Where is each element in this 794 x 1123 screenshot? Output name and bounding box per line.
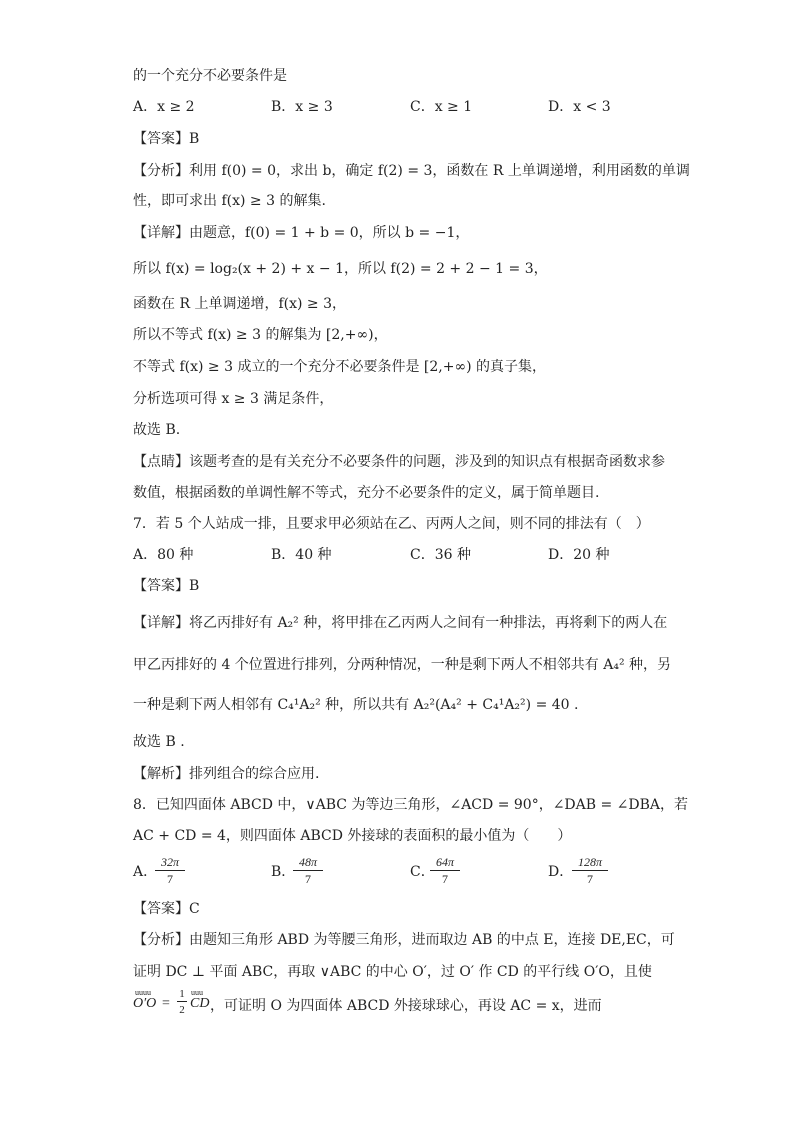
half-denominator: 2 [179, 1004, 185, 1016]
q8-option-b-fraction [293, 854, 323, 887]
q8-option-c-numerator: 64π [430, 854, 460, 871]
q8-analysis-line-1: 【分析】由题知三角形 ABD 为等腰三角形，进而取边 AB 的中点 E，连接 DE,EC，可 [133, 932, 675, 948]
q6-answer: 【答案】B [133, 131, 200, 147]
q7-detail-line-4: 故选 B . [133, 734, 185, 750]
q6-detail-line-7: 故选 B. [133, 422, 181, 438]
q6-detail-line-5: 不等式 f(x) ≥ 3 成立的一个充分不必要条件是 [2,+∞) 的真子集， [133, 359, 547, 375]
q6-comment-line-1: 【点睛】该题考查的是有关充分不必要条件的问题，涉及到的知识点有根据奇函数求参 [133, 454, 665, 470]
q6-detail-line-3: 函数在 R 上单调递增，f(x) ≥ 3， [133, 296, 346, 312]
q6-option-b: B．x ≥ 3 [271, 99, 333, 115]
q8-option-d-numerator: 128π [572, 854, 608, 871]
q8-option-c-fraction [430, 854, 460, 887]
q8-option-a-label: A． [133, 864, 158, 880]
q6-analysis-line-2: 性，即可求出 f(x) ≥ 3 的解集. [133, 193, 326, 209]
vector-marks-left: uuuu [135, 988, 151, 997]
q7-parse: 【解析】排列组合的综合应用. [133, 766, 320, 782]
q6-analysis-line-1: 【分析】利用 f(0) = 0，求出 b，确定 f(2) = 3，函数在 R 上单调递增，利用函数的单调 [133, 163, 690, 179]
q8-option-c-label: C． [410, 864, 435, 880]
q7-option-b: B．40 种 [271, 547, 332, 563]
q7-detail-line-3: 一种是剩下两人相邻有 C₄¹A₂² 种，所以共有 A₂²(A₄² + C₄¹A₂²) = 40 . [133, 697, 579, 713]
q8-option-b-numerator: 48π [293, 854, 323, 871]
q8-answer: 【答案】C [133, 901, 200, 917]
q8-option-b-denominator: 7 [305, 872, 311, 886]
q6-option-a: A．x ≥ 2 [133, 99, 195, 115]
vector-right: CD [190, 996, 210, 1011]
q7-option-a: A．80 种 [133, 547, 194, 563]
q6-detail-line-6: 分析选项可得 x ≥ 3 满足条件， [133, 391, 334, 407]
vector-left: O′O [133, 996, 157, 1011]
q6-stem-tail: 的一个充分不必要条件是 [133, 68, 287, 84]
q8-option-c-denominator: 7 [442, 872, 448, 886]
q6-detail-line-4: 所以不等式 f(x) ≥ 3 的解集为 [2,+∞)， [133, 327, 388, 343]
q8-analysis-line-3: ，可证明 O 为四面体 ABCD 外接球球心，再设 AC = x，进而 [210, 998, 602, 1014]
q6-comment-line-2: 数值，根据函数的单调性解不等式，充分不必要条件的定义，属于简单题目. [133, 485, 600, 501]
q7-answer: 【答案】B [133, 578, 200, 594]
q7-option-c: C．36 种 [410, 547, 471, 563]
vector-marks-right: uuu [191, 988, 203, 997]
q8-analysis-line-2: 证明 DC ⊥ 平面 ABC，再取 ∨ABC 的中心 O′，过 O′ 作 CD 的平行线 O′O，且使 [133, 964, 652, 980]
q8-stem-line-1: 8．已知四面体 ABCD 中，∨ABC 为等边三角形，∠ACD = 90°，∠DAB = ∠DBA，若 [133, 797, 689, 813]
q8-option-a-numerator: 32π [155, 854, 185, 871]
q7-detail-line-1: 【详解】将乙丙排好有 A₂² 种，将甲排在乙丙两人之间有一种排法，再将剩下的两人在 [133, 615, 668, 631]
q8-option-a-fraction [155, 854, 185, 887]
q8-option-d-label: D． [548, 864, 574, 880]
q8-stem-line-2: AC + CD = 4，则四面体 ABCD 外接球的表面积的最小值为（ ） [133, 828, 572, 844]
q6-option-c: C．x ≥ 1 [410, 99, 473, 115]
q7-detail-line-2: 甲乙丙排好的 4 个位置进行排列，分两种情况，一种是剩下两人不相邻共有 A₄² 种，另 [133, 657, 672, 673]
q7-option-d: D．20 种 [548, 547, 610, 563]
q8-option-d-denominator: 7 [587, 872, 593, 886]
q8-option-a-denominator: 7 [167, 872, 173, 886]
q6-detail-line-1: 【详解】由题意，f(0) = 1 + b = 0，所以 b = −1， [133, 225, 470, 241]
half-numerator: 1 [177, 988, 187, 1002]
q8-option-d-fraction [572, 854, 608, 887]
q6-option-d: D．x < 3 [548, 99, 611, 115]
q8-option-b-label: B． [271, 864, 296, 880]
vector-equals: = [162, 996, 170, 1011]
q6-detail-line-2: 所以 f(x) = log₂(x + 2) + x − 1，所以 f(2) = 2 + 2 − 1 = 3， [133, 261, 548, 277]
q7-stem: 7．若 5 个人站成一排，且要求甲必须站在乙、丙两人之间，则不同的排法有（ ） [133, 516, 650, 532]
